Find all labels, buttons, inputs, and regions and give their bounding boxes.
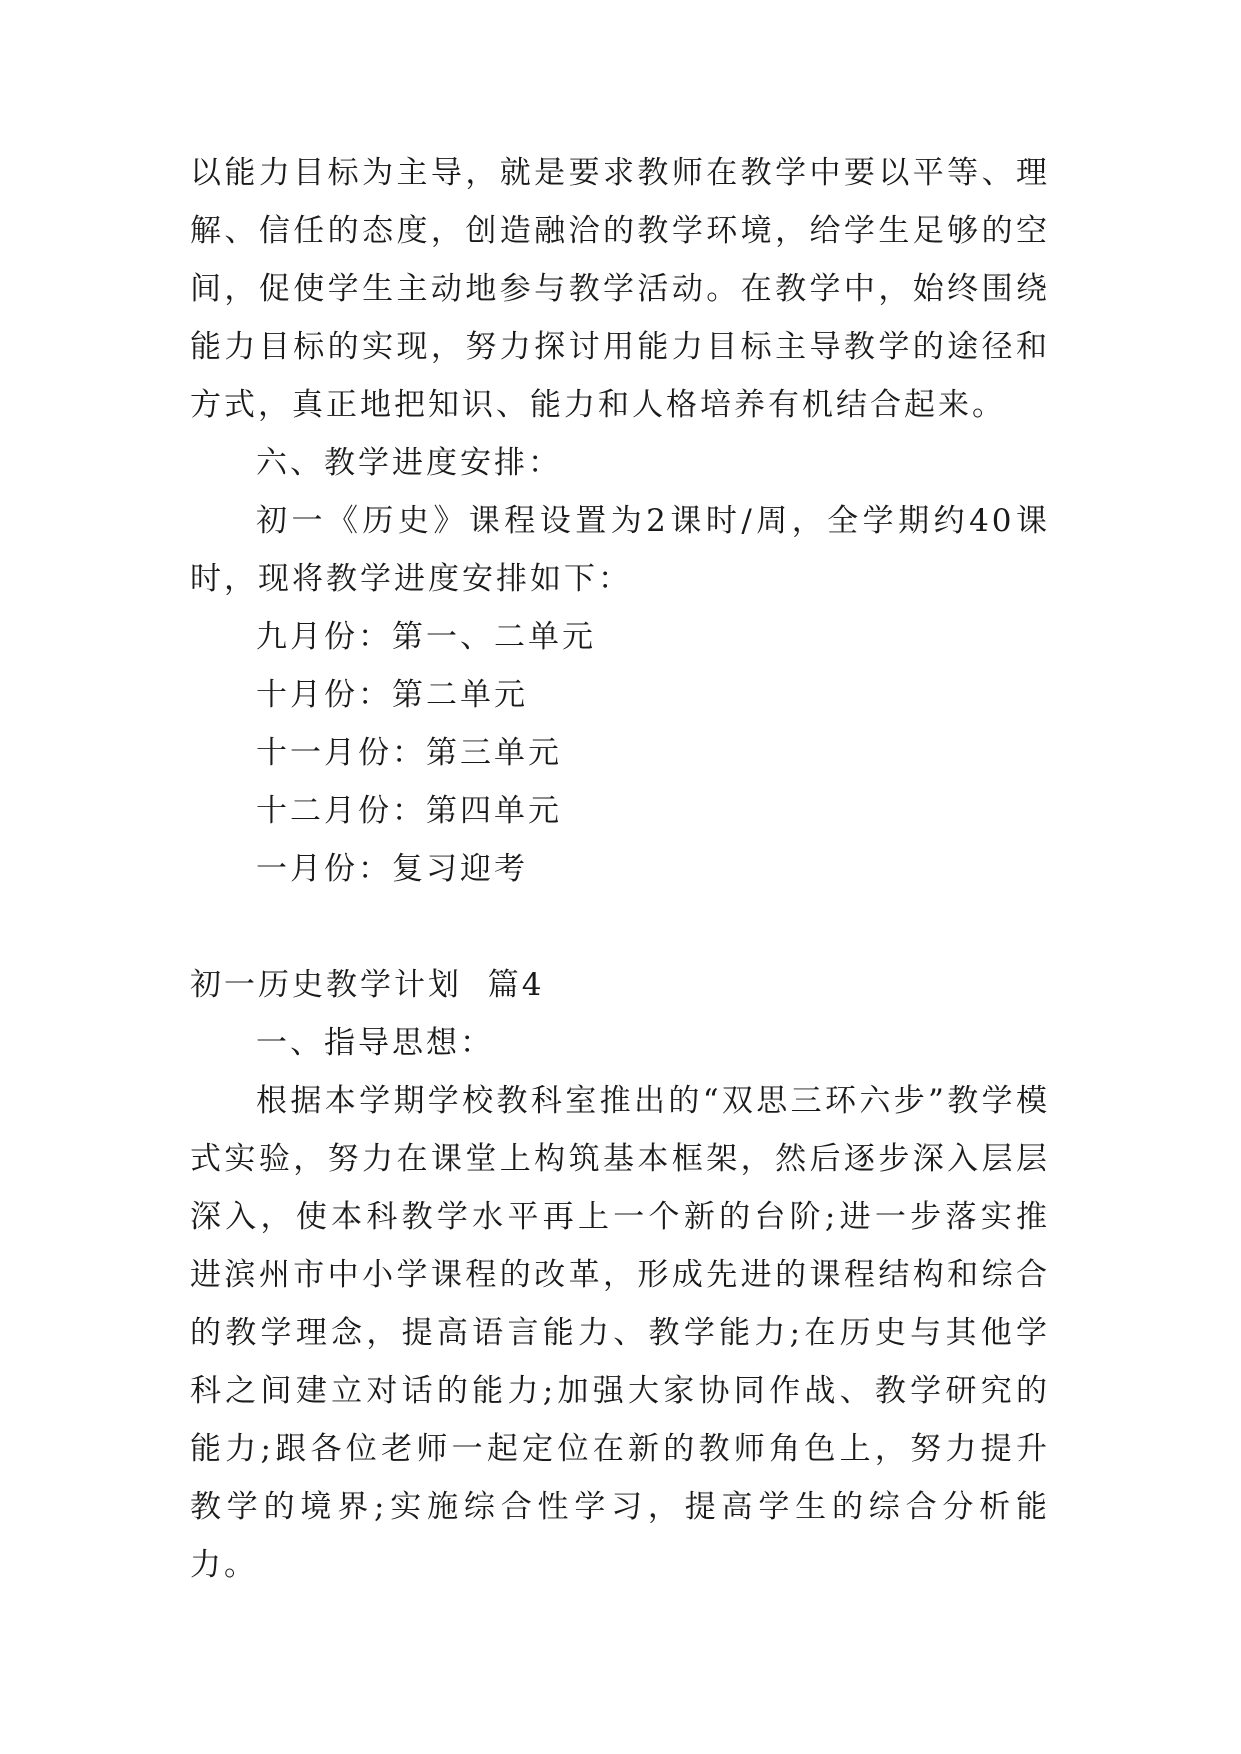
paragraph-schedule-intro: 初一《历史》课程设置为2课时/周，全学期约40课时，现将教学进度安排如下： (190, 503, 1050, 597)
schedule-item-january: 一月份：复习迎考 (256, 851, 528, 887)
paragraph-guiding-ideology: 根据本学期学校教科室推出的“双思三环六步”教学模式实验，努力在课堂上构筑基本框架，然后逐步深入层层深入，使本科教学水平再上一个新的台阶;进一步落实推进滨州市中小学课程的改革，形成先进的课程结构和综合的教学理念，提高语言能力、教学能力;在历史与其他学科之间建立对话的能力;加强大家协同作战、教学研究的能力;跟各位老师一起定位在新的教师角色上，努力提升教学的境界;实施综合性学习，提高学生的综合分析能力。 (190, 1083, 1050, 1583)
section-gap (190, 898, 1050, 956)
article-title: 初一历史教学计划 篇4 (190, 967, 545, 1003)
schedule-item-december: 十二月份：第四单元 (256, 793, 562, 829)
paragraph-ability-goals: 以能力目标为主导，就是要求教师在教学中要以平等、理解、信任的态度，创造融洽的教学环境，给学生足够的空间，促使学生主动地参与教学活动。在教学中，始终围绕能力目标的实现，努力探讨用能力目标主导教学的途径和方式，真正地把知识、能力和人格培养有机结合起来。 (190, 155, 1050, 423)
schedule-item-october: 十月份：第二单元 (256, 677, 528, 713)
heading-guiding-ideology: 一、指导思想： (256, 1025, 494, 1061)
document-body (190, 144, 1050, 1594)
schedule-item-november: 十一月份：第三单元 (256, 735, 562, 771)
heading-schedule: 六、教学进度安排： (256, 445, 562, 481)
schedule-item-september: 九月份：第一、二单元 (256, 619, 596, 655)
